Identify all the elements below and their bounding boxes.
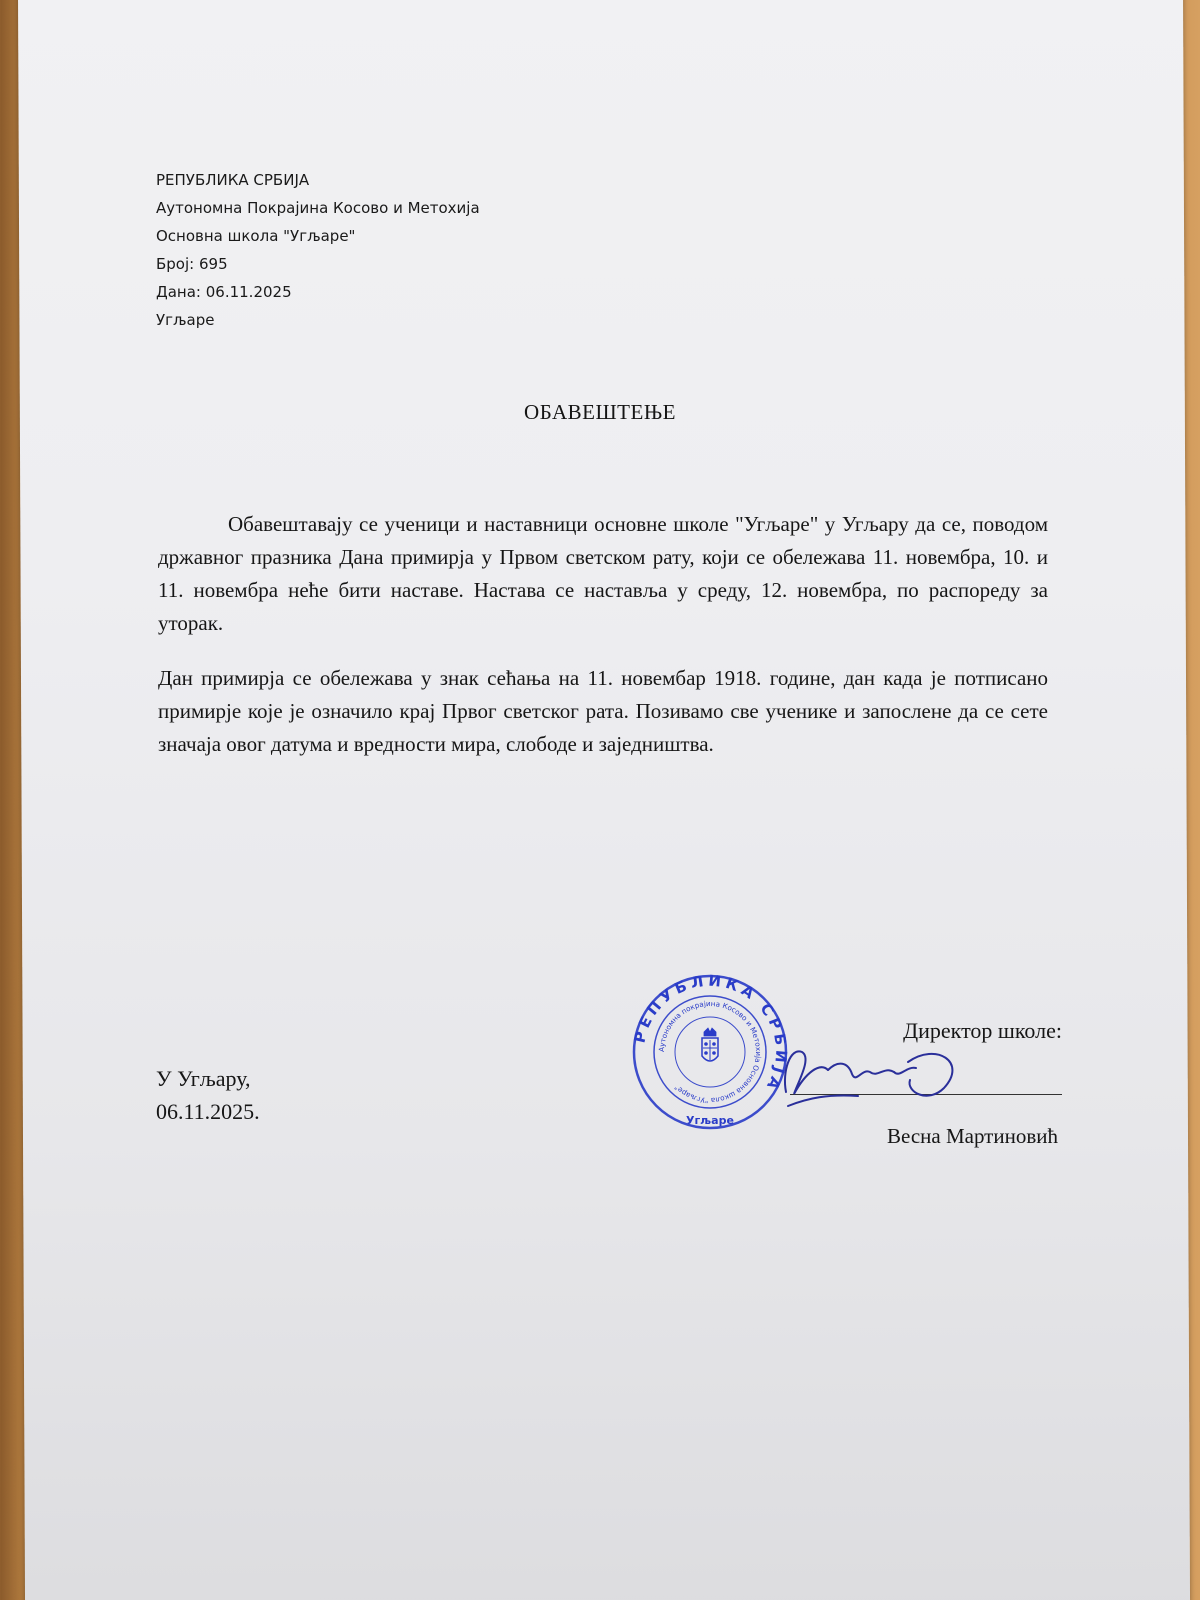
header-place: Угљаре — [156, 311, 215, 329]
director-label: Директор школе: — [903, 1018, 1062, 1043]
header-number: Број: 695 — [156, 255, 228, 273]
director-name: Весна Мартиновић — [886, 1124, 1058, 1148]
header-country: РЕПУБЛИКА СРБИЈА — [156, 171, 310, 189]
place-and-date — [156, 1062, 260, 1128]
stamp-outer-text: РЕПУБЛИКА СРБИЈА — [630, 972, 790, 1096]
paragraph-1: Обавештавају се ученици и наставници основне школе "Угљаре" у Угљару да се, поводом државног празника Дана примирја у Првом светском рату, који се обележава 11. новембра, 10. и 11. новембра неће бити наставе. Настава се наставља у среду, 12. новембра, по распореду за уторак. — [158, 512, 1048, 635]
header-date: Дана: 06.11.2025 — [156, 283, 292, 301]
director-signature — [768, 1022, 968, 1122]
document-title: ОБАВЕШТЕЊЕ — [524, 400, 676, 424]
paragraph-2: Дан примирја се обележава у знак сећања на 11. новембар 1918. године, дан када је потписано примирје које је означило крај Првог светског рата. Позивамо све ученике и запослене да се сете значаја овог датума и вредности мира, слободе и заједништва. — [158, 666, 1048, 756]
date-text: 06.11.2025. — [156, 1099, 260, 1124]
stamp-bottom-text: Угљаре — [686, 1114, 734, 1127]
document-header — [156, 166, 480, 334]
stamp-inner-text: Аутономна покрајина Косово и Метохија Основна школа "Угљаре" — [656, 998, 764, 1106]
school-stamp — [630, 972, 790, 1132]
place-text: У Угљару, — [156, 1066, 251, 1091]
coat-of-arms-icon — [702, 1028, 718, 1061]
header-school: Основна школа "Угљаре" — [156, 227, 356, 245]
header-province: Аутономна Покрајина Косово и Метохија — [156, 199, 480, 217]
